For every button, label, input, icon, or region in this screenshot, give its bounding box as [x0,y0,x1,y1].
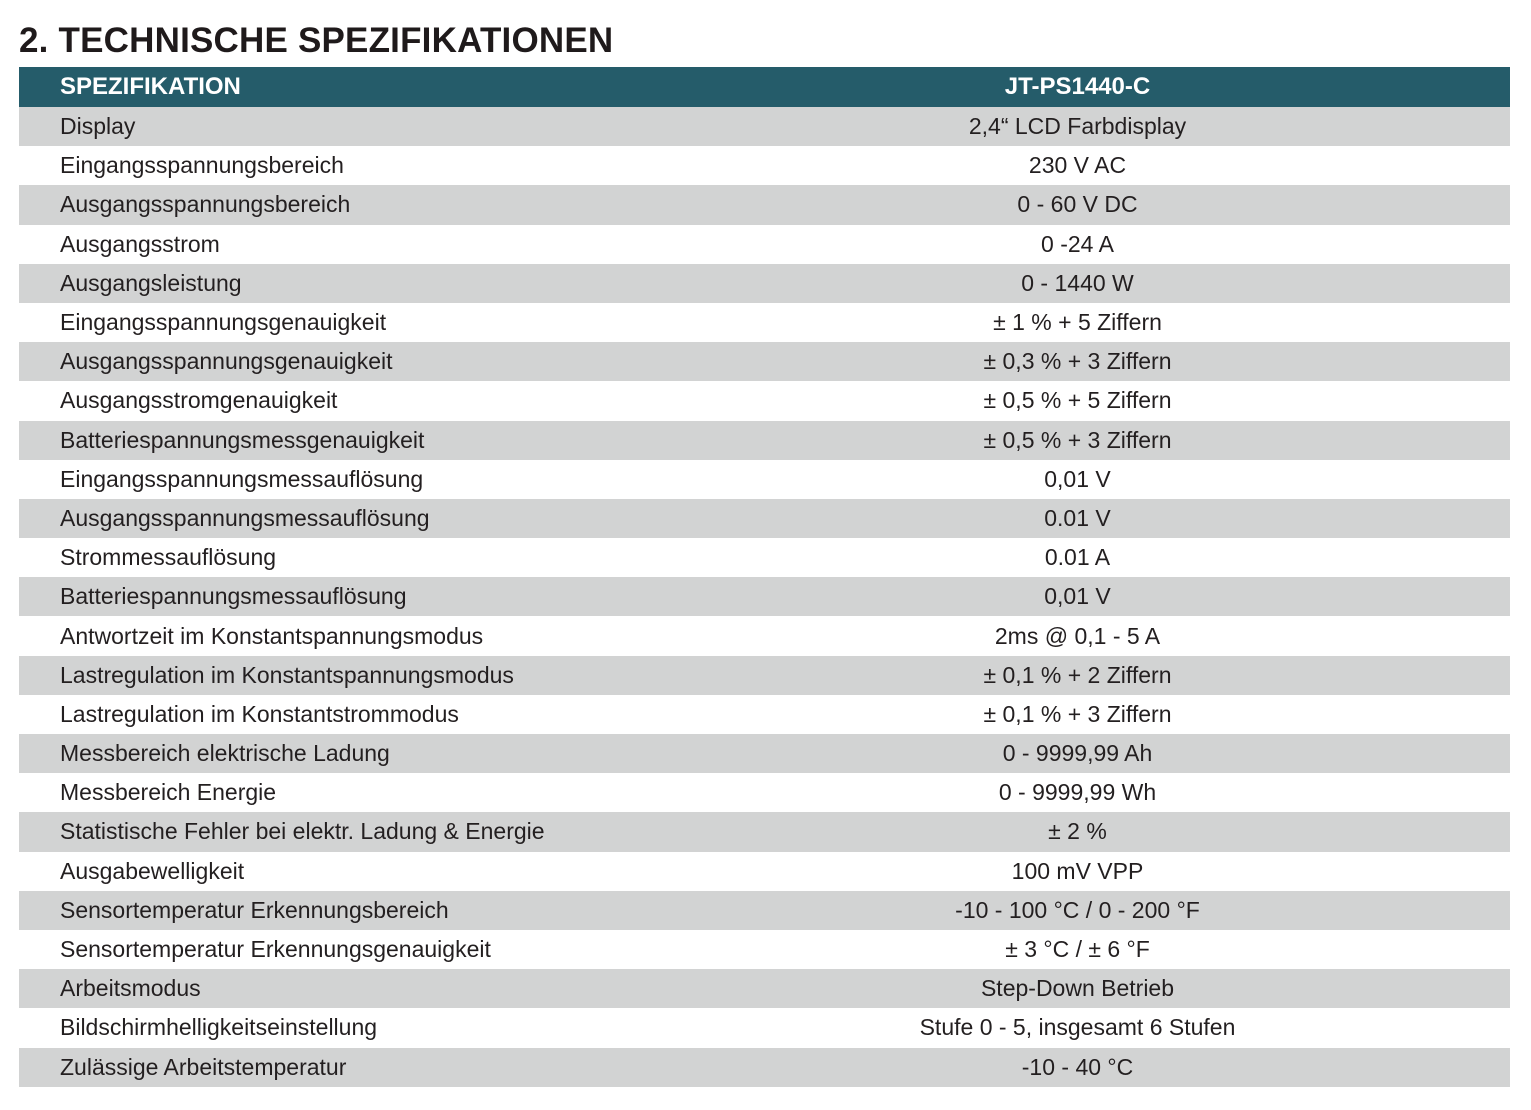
spec-name: Ausgangsspannungsmessauflösung [60,504,430,531]
spec-value: Stufe 0 - 5, insgesamt 6 Stufen [919,1014,1236,1041]
spec-name: Ausgangsleistung [60,269,242,296]
header-spec-name: SPEZIFIKATION [60,73,241,100]
spec-value: ± 1 % + 5 Ziffern [993,309,1162,336]
table-row [19,969,1510,1008]
spec-name: Eingangsspannungsbereich [60,152,344,179]
table-row [19,225,1510,264]
spec-name: Zulässige Arbeitstemperatur [60,1053,347,1080]
spec-name: Ausgangsspannungsgenauigkeit [60,348,393,375]
table-row [19,460,1510,499]
spec-name: Eingangsspannungsmessauflösung [60,465,424,492]
table-row [19,264,1510,303]
table-row [19,616,1510,655]
spec-value: ± 0,5 % + 3 Ziffern [983,426,1172,453]
spec-name: Messbereich elektrische Ladung [60,740,390,767]
spec-value: ± 0,3 % + 3 Ziffern [983,348,1172,375]
table-row [19,1008,1510,1047]
spec-value: 0,01 V [1044,465,1111,492]
spec-value: 2,4“ LCD Farbdisplay [968,113,1187,140]
spec-table [19,67,1510,1087]
table-row [19,577,1510,616]
spec-name: Lastregulation im Konstantstrommodus [60,700,459,727]
spec-value: ± 0,5 % + 5 Ziffern [983,387,1172,414]
spec-name: Strommessauflösung [60,544,277,571]
table-body [19,107,1510,1087]
table-row [19,773,1510,812]
spec-name: Eingangsspannungsgenauigkeit [60,309,387,336]
spec-name: Batteriespannungsmessgenauigkeit [60,426,425,453]
spec-name: Ausgangsstrom [60,230,220,257]
section-title: 2. TECHNISCHE SPEZIFIKATIONEN [19,21,614,60]
spec-name: Arbeitsmodus [60,975,201,1002]
table-row [19,107,1510,146]
spec-name: Sensortemperatur Erkennungsbereich [60,896,449,923]
table-row [19,812,1510,851]
table-row [19,695,1510,734]
spec-value: 0.01 V [1044,504,1111,531]
spec-value: ± 3 °C / ± 6 °F [1005,936,1150,963]
table-row [19,852,1510,891]
spec-name: Ausgangsstromgenauigkeit [60,387,338,414]
table-row [19,303,1510,342]
table-row [19,421,1510,460]
spec-name: Ausgabewelligkeit [60,857,245,884]
table-header-row [19,67,1510,107]
table-row [19,538,1510,577]
spec-name: Statistische Fehler bei elektr. Ladung & Energie [60,818,545,845]
spec-value: -10 - 100 °C / 0 - 200 °F [955,896,1200,923]
spec-value: 0 - 60 V DC [1017,191,1138,218]
spec-value: 230 V AC [1028,152,1127,179]
spec-value: -10 - 40 °C [1021,1053,1134,1080]
table-row [19,185,1510,224]
spec-name: Display [60,113,136,140]
table-row [19,656,1510,695]
spec-value: 0 - 1440 W [1021,269,1134,296]
spec-name: Batteriespannungsmessauflösung [60,583,407,610]
table-row [19,381,1510,420]
spec-name: Sensortemperatur Erkennungsgenauigkeit [60,936,491,963]
table-row [19,146,1510,185]
table-row [19,342,1510,381]
spec-name: Lastregulation im Konstantspannungsmodus [60,661,514,688]
spec-value: 0 - 9999,99 Wh [998,779,1157,806]
table-row [19,1048,1510,1087]
table-row [19,891,1510,930]
spec-value: 2ms @ 0,1 - 5 A [994,622,1161,649]
spec-value: 0 - 9999,99 Ah [1002,740,1153,767]
spec-value: ± 2 % [1048,818,1107,845]
spec-name: Bildschirmhelligkeitseinstellung [60,1014,378,1041]
spec-value: ± 0,1 % + 3 Ziffern [983,700,1172,727]
spec-name: Messbereich Energie [60,779,277,806]
table-row [19,930,1510,969]
table-row [19,734,1510,773]
table-row [19,499,1510,538]
header-model: JT-PS1440-C [1004,73,1151,100]
spec-value: 0,01 V [1044,583,1111,610]
spec-value: 0.01 A [1044,544,1111,571]
spec-value: Step-Down Betrieb [980,975,1175,1002]
spec-value: 0 -24 A [1041,230,1114,257]
spec-value: 100 mV VPP [1011,857,1144,884]
spec-name: Antwortzeit im Konstantspannungsmodus [60,622,484,649]
spec-value: ± 0,1 % + 2 Ziffern [983,661,1172,688]
spec-name: Ausgangsspannungsbereich [60,191,351,218]
